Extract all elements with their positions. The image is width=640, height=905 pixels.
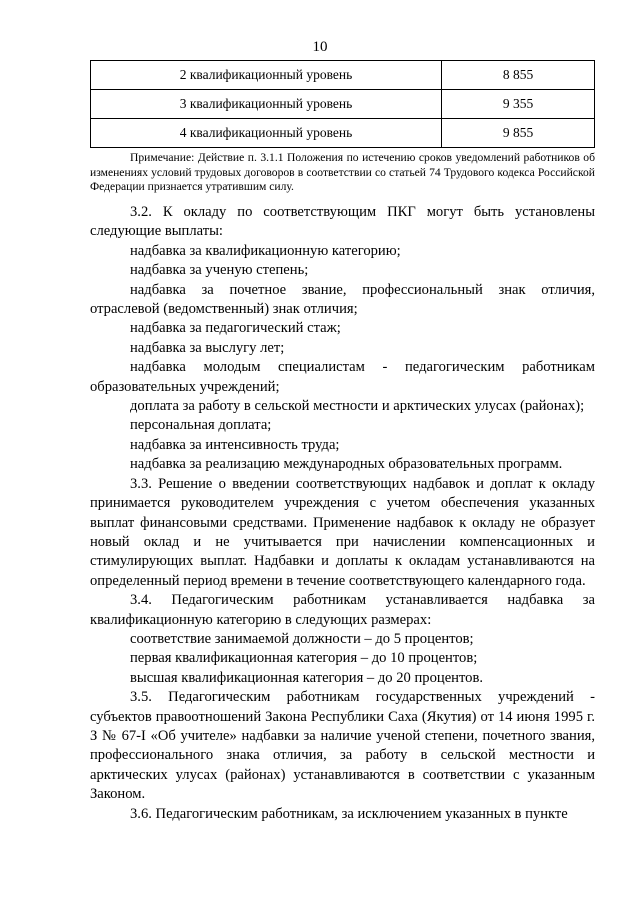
list-item: доплата за работу в сельской местности и арктических улусах (районах); xyxy=(130,398,585,415)
list-item: первая квалификационная категория – до 10 процентов; xyxy=(130,650,478,667)
table-row xyxy=(91,90,595,119)
section-3-5: 3.5. Педагогическим работникам государственных учреждений - субъектов правоотношений Закона Республики Саха (Якутия) от 14 июня 1995 г. З № 67-I «Об учителе» надбавки за наличие ученой степени, почетного звания, профессионального знака отличия, за работу в сельской местности и арктических улусах (районах) устанавливаются в соответствии с указанным Законом. xyxy=(90,689,595,803)
document-body xyxy=(90,203,595,824)
section-3-4-intro: 3.4. Педагогическим работникам устанавливается надбавка за квалификационную категорию в следующих размерах: xyxy=(90,592,595,628)
amount-cell: 9 855 xyxy=(442,119,595,148)
section-3-2-intro: 3.2. К окладу по соответствующим ПКГ могут быть установлены следующие выплаты: xyxy=(90,204,595,240)
amount-cell: 9 355 xyxy=(442,90,595,119)
qualification-level-cell: 3 квалификационный уровень xyxy=(91,90,442,119)
amount-cell: 8 855 xyxy=(442,61,595,90)
qualification-level-cell: 2 квалификационный уровень xyxy=(91,61,442,90)
qualification-level-cell: 4 квалификационный уровень xyxy=(91,119,442,148)
list-item: надбавка за реализацию международных образовательных программ. xyxy=(130,456,563,473)
table-note xyxy=(90,151,595,195)
table-row xyxy=(91,61,595,90)
list-item: высшая квалификационная категория – до 20 процентов. xyxy=(130,669,484,686)
list-item: надбавка за педагогический стаж; xyxy=(130,320,341,337)
section-3-3: 3.3. Решение о введении соответствующих надбавок и доплат к окладу принимается руководителем учреждения с учетом обеспечения указанных выплат финансовыми средствами. Применение надбавок к окладу не образует новый оклад и не учитывается при начислении компенсационных и стимулирующих выплат. Надбавки и доплаты к окладам устанавливаются на определенный период времени в течение соответствующего календарного года. xyxy=(90,475,595,589)
list-item: надбавка за квалификационную категорию; xyxy=(130,242,401,259)
list-item: соответствие занимаемой должности – до 5 процентов; xyxy=(130,630,474,647)
qualification-levels-table xyxy=(90,60,595,148)
section-3-6: 3.6. Педагогическим работникам, за исключением указанных в пункте xyxy=(130,805,568,822)
list-item: надбавка молодым специалистам - педагогическим работникам образовательных учреждений; xyxy=(90,359,595,395)
page-number: 10 xyxy=(312,39,328,55)
list-item: надбавка за выслугу лет; xyxy=(130,339,285,356)
list-item: персональная доплата; xyxy=(130,417,272,434)
list-item: надбавка за ученую степень; xyxy=(130,262,309,279)
table-row xyxy=(91,119,595,148)
table-note-text: Примечание: Действие п. 3.1.1 Положения по истечению сроков уведомлений работников об изменениях условий трудовых договоров в соответствии со статьей 74 Трудового кодекса Российской Федерации признается утратившим силу. xyxy=(90,151,595,193)
list-item: надбавка за интенсивность труда; xyxy=(130,436,340,453)
list-item: надбавка за почетное звание, профессиональный знак отличия, отраслевой (ведомственный) знак отличия; xyxy=(90,281,595,318)
